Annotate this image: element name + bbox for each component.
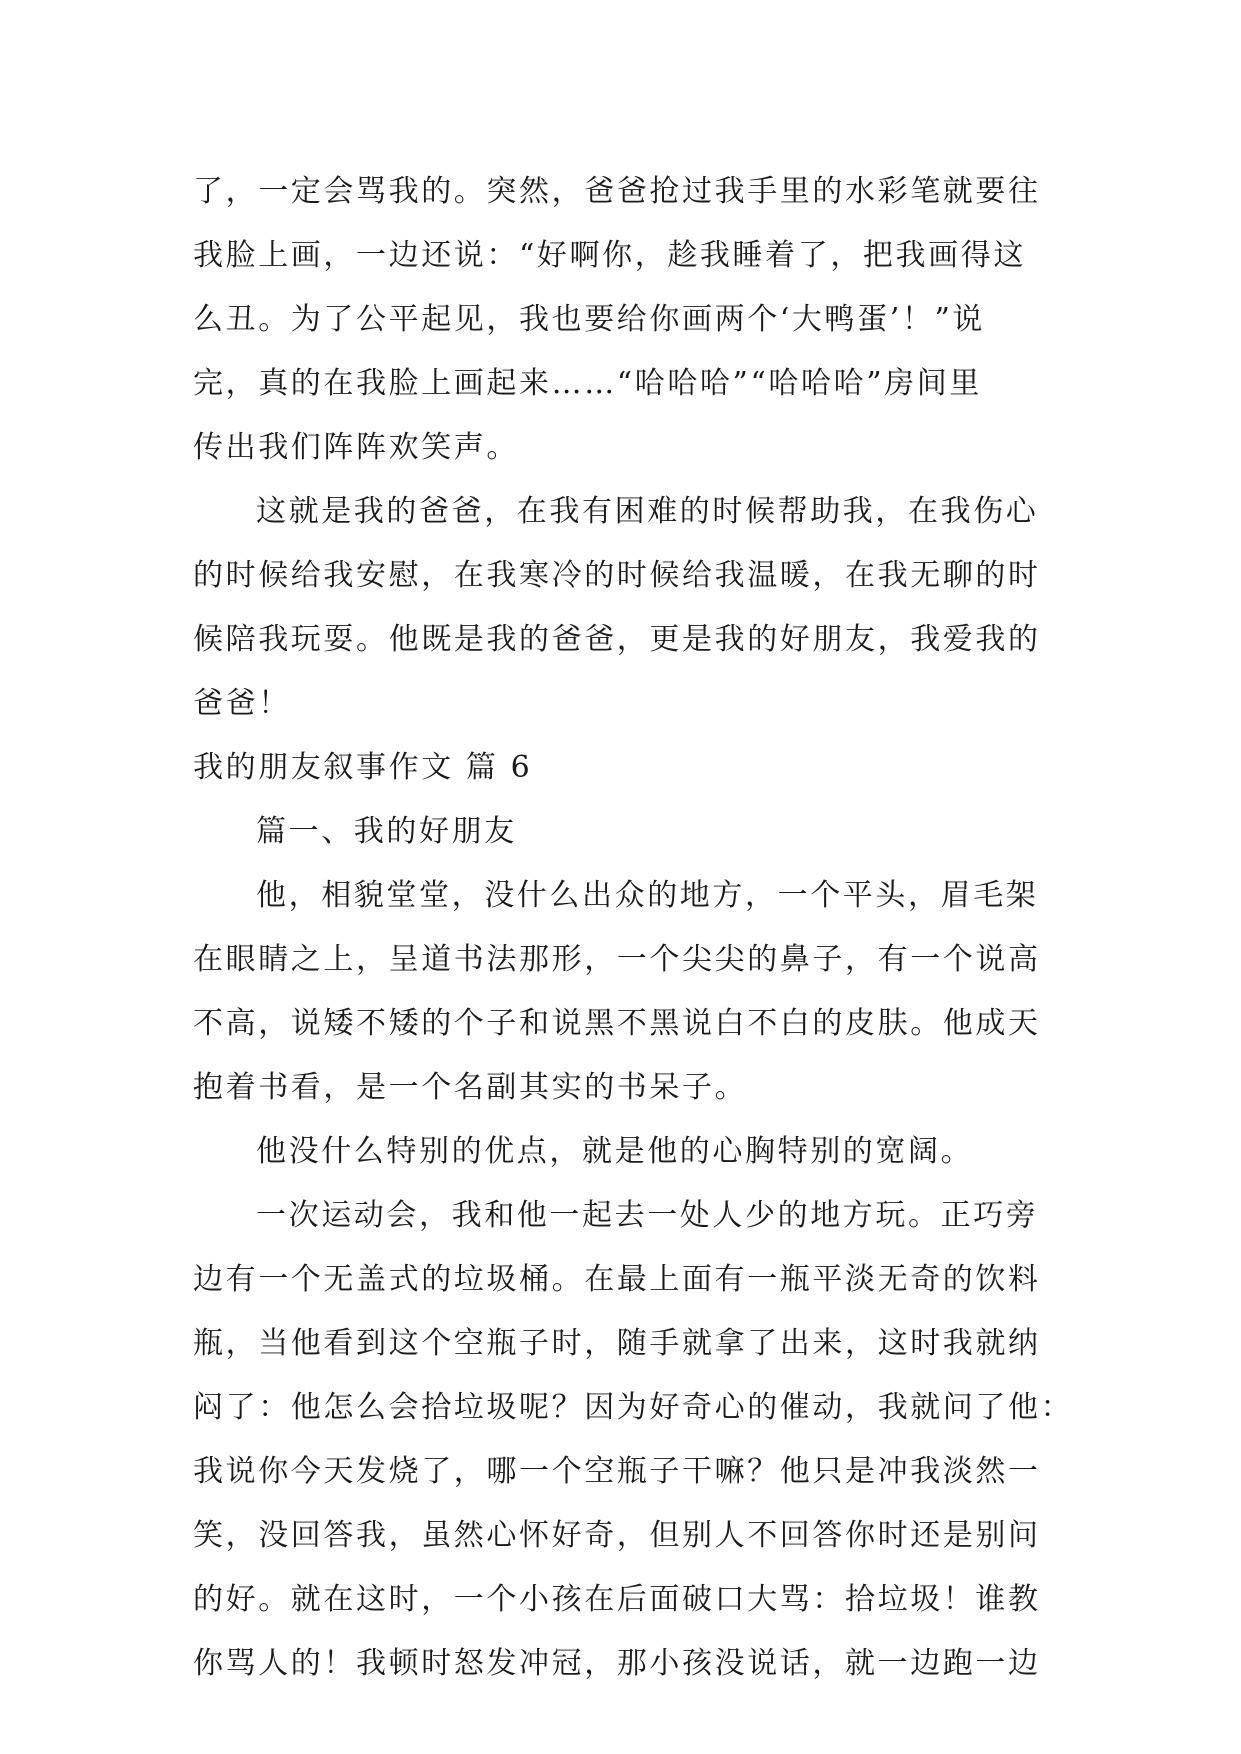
paragraph-line: 抱着书看，是一个名副其实的书呆子。 [193, 1070, 748, 1105]
article-title: 篇一、我的好朋友 [256, 814, 517, 849]
section-heading: 我的朋友叙事作文 篇 6 [193, 750, 533, 785]
paragraph-line: 候陪我玩耍。他既是我的爸爸，更是我的好朋友，我爱我的 [193, 622, 1041, 657]
paragraph-line: 闷了：他怎么会拾垃圾呢？因为好奇心的催动，我就问了他： [193, 1390, 1074, 1425]
paragraph-line: 笑，没回答我，虽然心怀好奇，但别人不回答你时还是别问 [193, 1518, 1041, 1553]
paragraph-line: 的好。就在这时，一个小孩在后面破口大骂：拾垃圾！谁教 [193, 1582, 1041, 1617]
paragraph-line: 不高，说矮不矮的个子和说黑不黑说白不白的皮肤。他成天 [193, 1006, 1041, 1041]
paragraph-line: 在眼睛之上，呈道书法那形，一个尖尖的鼻子，有一个说高 [193, 942, 1041, 977]
document-body [193, 160, 1074, 1696]
paragraph-line: 的时候给我安慰，在我寒冷的时候给我温暖，在我无聊的时 [193, 558, 1041, 593]
paragraph-line: 瓶，当他看到这个空瓶子时，随手就拿了出来，这时我就纳 [193, 1326, 1041, 1361]
paragraph-line: 你骂人的！我顿时怒发冲冠，那小孩没说话，就一边跑一边 [193, 1646, 1041, 1681]
paragraph-line: 他，相貌堂堂，没什么出众的地方，一个平头，眉毛架 [256, 878, 1039, 913]
paragraph-line: 么丑。为了公平起见，我也要给你画两个‘大鸭蛋’！”说 [193, 302, 986, 337]
paragraph-line: 他没什么特别的优点，就是他的心胸特别的宽阔。 [256, 1134, 974, 1169]
paragraph-line: 我说你今天发烧了，哪一个空瓶子干嘛？他只是冲我淡然一 [193, 1454, 1041, 1489]
paragraph-line: 完，真的在我脸上画起来……“哈哈哈”“哈哈哈”房间里 [193, 366, 982, 401]
paragraph-line: 了，一定会骂我的。突然，爸爸抢过我手里的水彩笔就要往 [193, 174, 1041, 209]
paragraph-line: 这就是我的爸爸，在我有困难的时候帮助我，在我伤心 [256, 494, 1039, 529]
paragraph-line: 一次运动会，我和他一起去一处人少的地方玩。正巧旁 [256, 1198, 1039, 1233]
paragraph-line: 我脸上画，一边还说：“好啊你，趁我睡着了，把我画得这 [193, 238, 1026, 273]
paragraph-line: 边有一个无盖式的垃圾桶。在最上面有一瓶平淡无奇的饮料 [193, 1262, 1041, 1297]
paragraph-line: 爸爸！ [193, 686, 291, 721]
paragraph-line: 传出我们阵阵欢笑声。 [193, 430, 519, 465]
